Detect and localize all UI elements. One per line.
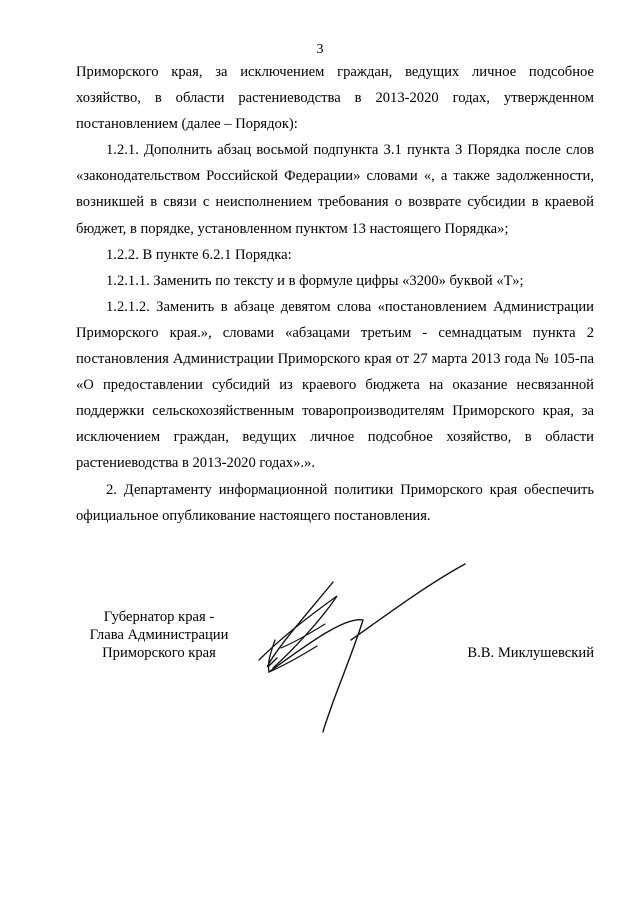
signatory-title-line: Губернатор края - [103,609,215,625]
paragraph: 1.2.1.2. Заменить в абзаце девятом слова «постановлением Администрации Приморского края.», словами «абзацами третьим - семнадцатым пункта 2 постановления Администрации Приморского края от 27 марта 2013 года № 105-па «О предоставлении субсидий из краевого бюджета на оказание несвязанной поддержки сельскохозяйственным товаропроизводителям Приморского края, за исключением граждан, ведущих личное подсобное хозяйство, в области растениеводства в 2013-2020 годах».». [76,298,594,472]
handwritten-signature [245,560,485,740]
signatory-title-line: Глава Администрации [89,627,229,643]
page-number: 3 [316,42,324,57]
paragraph: Приморского края, за исключением граждан, ведущих личное подсобное хозяйство, в области растениеводства в 2013-2020 годах, утвержденном постановлением (далее – Порядок): [76,64,594,133]
paragraph: 2. Департаменту информационной политики Приморского края обеспечить официальное опубликование настоящего постановления. [76,481,594,524]
signatory-title-line: Приморского края [102,645,216,661]
signatory-name: В.В. Миклушевский [467,645,594,661]
paragraph: 1.2.1.1. Заменить по тексту и в формуле цифры «3200» буквой «Т»; [106,272,524,289]
signatory-title [76,608,242,662]
paragraph: 1.2.1. Дополнить абзац восьмой подпункта 3.1 пункта 3 Порядка после слов «законодательством Российской Федерации» словами «, а также задолженности, возникшей в связи с неисполнением требования о возврате субсидии в краевой бюджет, в порядке, установленном пунктом 13 настоящего Порядка»; [76,142,594,237]
document-body [76,59,594,529]
paragraph: 1.2.2. В пункте 6.2.1 Порядка: [106,246,292,263]
